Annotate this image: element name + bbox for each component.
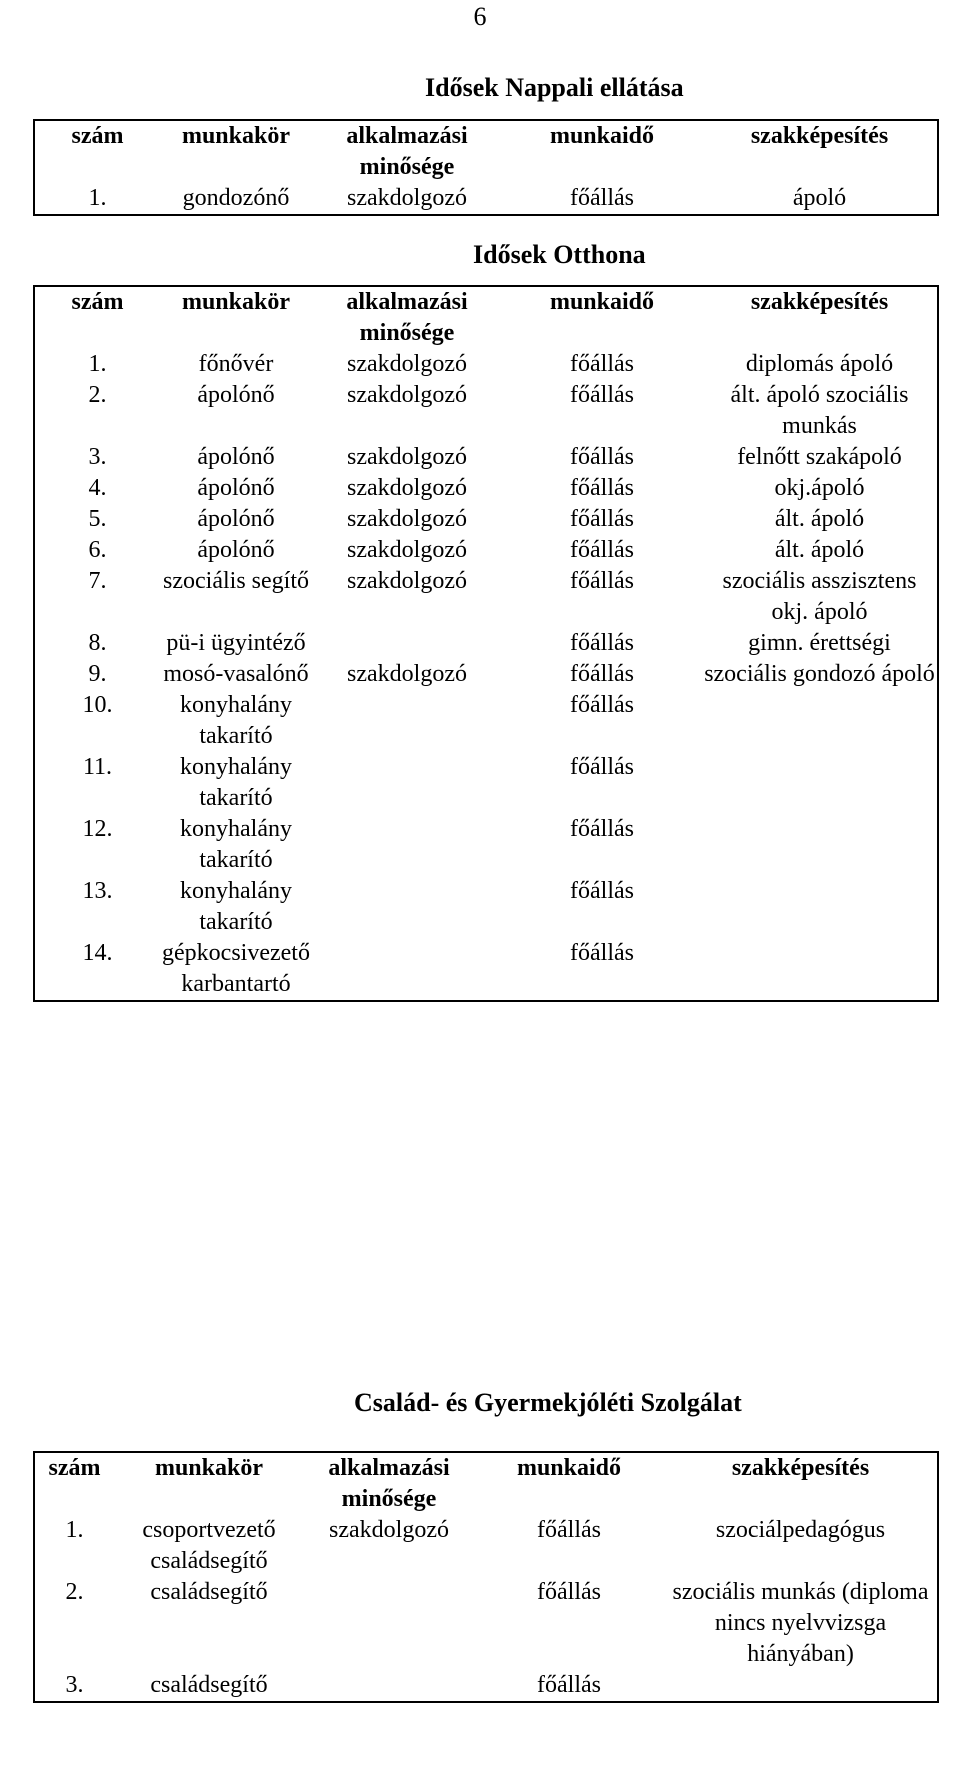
cell-munkaido: főállás (570, 475, 634, 501)
cell-munkakor: gondozónő (160, 183, 312, 215)
cell-szam: 11. (34, 752, 160, 814)
table-csaladsegito (33, 1451, 939, 1703)
header-cell-alkalmazasi: alkalmazási minősége (312, 286, 502, 349)
cell-munkakor: családsegítő (150, 1579, 268, 1605)
cell-szam: 5. (34, 504, 160, 535)
cell-szam: 12. (34, 814, 160, 876)
cell-szam: 3. (34, 442, 160, 473)
table-nappali (33, 119, 939, 216)
cell-alkalmazasi (312, 938, 502, 1001)
cell-munkaido: főállás (570, 630, 634, 656)
cell-alkalmazasi (312, 876, 502, 938)
table-row (34, 1515, 938, 1577)
cell-munkaido: főállás (474, 1670, 664, 1702)
cell-alkalmazasi: szakdolgozó (347, 475, 467, 501)
cell-munkaido: főállás (570, 351, 634, 377)
cell-alkalmazasi (312, 814, 502, 876)
cell-szam: 8. (34, 628, 160, 659)
section-title-csaladsegito: Család- és Gyermekjóléti Szolgálat (354, 1388, 742, 1417)
cell-szakkepesites: gimn. érettségi (702, 628, 938, 659)
cell-alkalmazasi: szakdolgozó (347, 444, 467, 470)
cell-szam: 6. (34, 535, 160, 566)
cell-alkalmazasi (312, 752, 502, 814)
cell-szakkepesites: szociális munkás (diploma nincs nyelvvizsga hiányában) (664, 1577, 938, 1670)
cell-szam: 13. (34, 876, 160, 938)
cell-alkalmazasi (304, 1670, 474, 1702)
cell-szakkepesites: ált. ápoló (702, 535, 938, 566)
table-row (34, 690, 938, 752)
cell-szakkepesites: szociális gondozó ápoló (702, 659, 938, 690)
cell-szam: 2. (34, 1577, 114, 1670)
cell-munkaido: főállás (537, 1517, 601, 1543)
header-cell-munkaido: munkaidő (474, 1452, 664, 1515)
cell-szakkepesites: ápoló (702, 183, 938, 215)
table-row (34, 566, 938, 628)
cell-szakkepesites (702, 752, 938, 814)
cell-alkalmazasi: szakdolgozó (312, 183, 502, 215)
cell-szakkepesites: szociális asszisztens okj. ápoló (702, 566, 938, 628)
cell-szam: 1. (34, 349, 160, 380)
cell-szakkepesites: szociálpedagógus (664, 1515, 938, 1577)
table-row (34, 380, 938, 442)
cell-munkaido: főállás (570, 537, 634, 563)
table-row (34, 628, 938, 659)
cell-szakkepesites: felnőtt szakápoló (702, 442, 938, 473)
cell-szakkepesites (702, 876, 938, 938)
table-row (34, 504, 938, 535)
cell-munkakor: pü-i ügyintéző (166, 630, 306, 656)
header-cell-alkalmazasi: alkalmazási minősége (304, 1452, 474, 1515)
cell-szam: 3. (34, 1670, 114, 1702)
table-header-row (34, 120, 938, 183)
cell-munkakor: gépkocsivezető karbantartó (160, 938, 312, 1001)
cell-szakkepesites: ált. ápoló szociális munkás (702, 380, 938, 442)
header-cell-szam: szám (34, 120, 160, 183)
table-row (34, 535, 938, 566)
cell-munkakor: konyhalány takarító (180, 816, 292, 873)
table-row (34, 1577, 938, 1670)
cell-szam: 1. (34, 183, 160, 215)
cell-alkalmazasi: szakdolgozó (347, 351, 467, 377)
cell-munkaido: főállás (570, 692, 634, 718)
cell-munkakor: ápolónő (197, 506, 275, 532)
cell-munkakor: ápolónő (197, 537, 275, 563)
cell-munkakor: konyhalány takarító (180, 878, 292, 935)
table-row (34, 473, 938, 504)
cell-munkaido: főállás (570, 506, 634, 532)
cell-munkaido: főállás (570, 444, 634, 470)
header-cell-szakkepesites: szakképesítés (702, 286, 938, 349)
cell-alkalmazasi: szakdolgozó (347, 537, 467, 563)
cell-szam: 14. (34, 938, 160, 1001)
cell-munkakor: ápolónő (197, 382, 275, 408)
header-cell-alkalmazasi: alkalmazási minősége (312, 120, 502, 183)
cell-szakkepesites: okj.ápoló (702, 473, 938, 504)
section-title-otthona: Idősek Otthona (473, 240, 646, 269)
cell-alkalmazasi (304, 1577, 474, 1670)
cell-munkakor: konyhalány takarító (180, 754, 292, 811)
cell-alkalmazasi: szakdolgozó (347, 661, 467, 687)
cell-munkakor: csoportvezető családsegítő (142, 1517, 276, 1574)
cell-szakkepesites (702, 690, 938, 752)
cell-alkalmazasi: szakdolgozó (347, 506, 467, 532)
cell-munkakor: ápolónő (197, 444, 275, 470)
cell-munkakor: ápolónő (197, 475, 275, 501)
cell-munkaido: főállás (502, 183, 702, 215)
page-number: 6 (473, 2, 487, 31)
table-row (34, 442, 938, 473)
cell-szam: 10. (34, 690, 160, 752)
cell-alkalmazasi (312, 628, 502, 659)
table-row (34, 814, 938, 876)
table-row (34, 349, 938, 380)
table-row (34, 752, 938, 814)
cell-munkaido: főállás (570, 568, 634, 594)
cell-munkaido: főállás (570, 754, 634, 780)
table-row (34, 938, 938, 1001)
cell-munkakor: főnővér (198, 351, 274, 377)
cell-szakkepesites: ált. ápoló (702, 504, 938, 535)
cell-munkakor: szociális segítő (163, 568, 309, 594)
table-row (34, 1670, 938, 1702)
cell-munkaido: főállás (570, 878, 634, 904)
cell-szam: 9. (34, 659, 160, 690)
header-cell-munkakor: munkakör (160, 286, 312, 349)
header-cell-munkakor: munkakör (160, 120, 312, 183)
header-cell-munkakor: munkakör (114, 1452, 304, 1515)
table-row (34, 876, 938, 938)
cell-munkaido: főállás (537, 1579, 601, 1605)
cell-szakkepesites (702, 814, 938, 876)
cell-munkaido: főállás (570, 661, 634, 687)
header-cell-szakkepesites: szakképesítés (664, 1452, 938, 1515)
cell-szakkepesites (702, 938, 938, 1001)
table-otthona (33, 285, 939, 1002)
cell-szam: 2. (34, 380, 160, 442)
cell-munkakor: mosó-vasalónő (163, 661, 309, 687)
cell-munkaido: főállás (570, 816, 634, 842)
header-cell-szakkepesites: szakképesítés (702, 120, 938, 183)
table-row (34, 183, 938, 215)
cell-alkalmazasi (312, 690, 502, 752)
cell-szakkepesites: diplomás ápoló (702, 349, 938, 380)
header-cell-szam: szám (34, 286, 160, 349)
section-title-nappali: Idősek Nappali ellátása (425, 73, 684, 102)
header-cell-munkaido: munkaidő (502, 286, 702, 349)
cell-alkalmazasi: szakdolgozó (347, 568, 467, 594)
cell-munkakor: családsegítő (114, 1670, 304, 1702)
cell-szakkepesites (664, 1670, 938, 1702)
cell-szam: 7. (34, 566, 160, 628)
cell-munkakor: konyhalány takarító (180, 692, 292, 749)
cell-szam: 4. (34, 473, 160, 504)
table-row (34, 659, 938, 690)
cell-munkaido: főállás (570, 382, 634, 408)
cell-munkaido: főállás (502, 938, 702, 1001)
header-cell-munkaido: munkaidő (502, 120, 702, 183)
cell-szam: 1. (34, 1515, 114, 1577)
cell-alkalmazasi: szakdolgozó (347, 382, 467, 408)
header-cell-szam: szám (34, 1452, 114, 1515)
cell-alkalmazasi: szakdolgozó (329, 1517, 449, 1543)
